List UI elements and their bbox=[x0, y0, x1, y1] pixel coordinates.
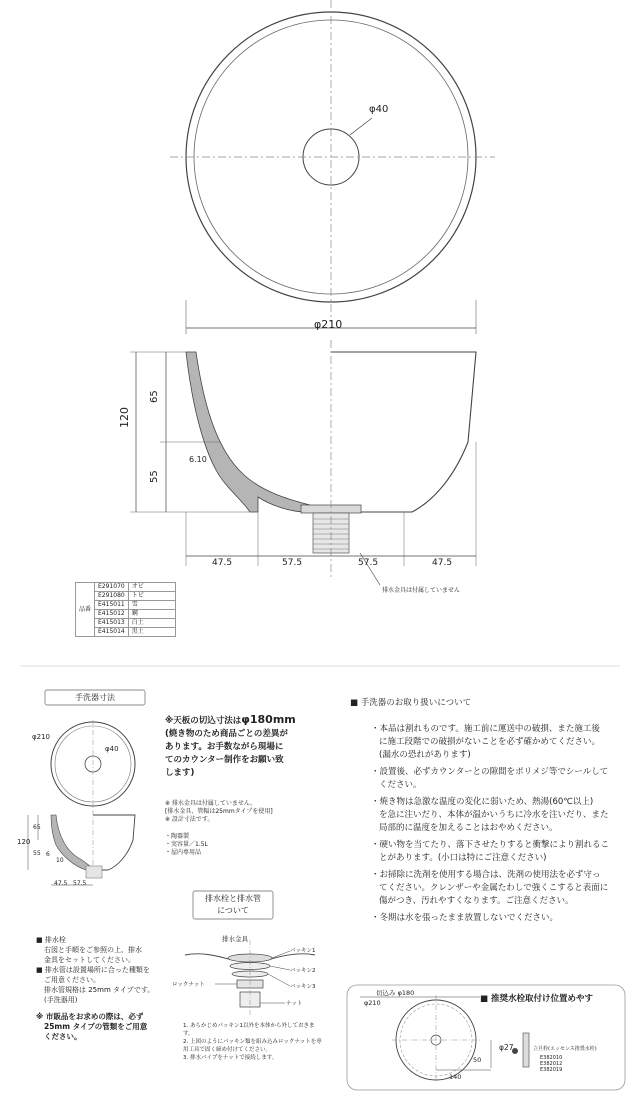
bowl-exterior-profile bbox=[331, 352, 476, 512]
locknut-label: ロックナット bbox=[172, 982, 205, 988]
faucet-dia-label: φ210 bbox=[364, 999, 381, 1007]
cut-note-line: てのカウンター制作をお願い致 bbox=[165, 755, 284, 765]
faucet-code: E382012 bbox=[540, 1061, 563, 1067]
code-cell: E415013 bbox=[95, 619, 129, 628]
name-cell: 鋼 bbox=[128, 610, 175, 619]
faucet-product-label: 立旦栓(エッセンス推奨水栓) bbox=[533, 1046, 597, 1052]
packing2-label: パッキン2 bbox=[290, 968, 316, 974]
care-line: を急に注いだり、本体が温かいうちに冷水を注いだり、また bbox=[379, 810, 609, 820]
faucet-codes bbox=[540, 1055, 562, 1073]
drain-title-line: 排水栓と排水管 bbox=[205, 894, 261, 903]
drain-step: 1. あらかじめパッキン1以外を本体から外しておきます。 bbox=[183, 1023, 315, 1037]
faucet-code: E382010 bbox=[540, 1055, 563, 1061]
spec-list bbox=[165, 833, 208, 857]
spec-item: ・陶器製 bbox=[165, 833, 190, 840]
top-view bbox=[170, 0, 495, 334]
accessory-note bbox=[165, 800, 335, 824]
height-55-label: 55 bbox=[149, 470, 160, 483]
mini-w2: 57.5 bbox=[73, 880, 87, 887]
left-note-line: ■ 排水管は設置場所に合った種類を bbox=[36, 966, 150, 974]
phi40-label: φ40 bbox=[369, 104, 389, 115]
left-note-line: 金具をセットしてください。 bbox=[44, 956, 135, 964]
name-cell: 黒土 bbox=[128, 628, 175, 637]
packing1-label: パッキン1 bbox=[290, 948, 316, 954]
faucet-cut-label: 切込み φ180 bbox=[376, 989, 415, 997]
drain-step: 2. 上図のようにパッキン類を組み込みロックナットを専用工具で固く締め付けてください。 bbox=[183, 1039, 322, 1053]
care-line: てください。クレンザーや金属たわしで強くこすると表面に bbox=[379, 883, 609, 893]
left-note-line: 右図と手順をご参照の上、排水 bbox=[44, 946, 142, 954]
width-label-4: 47.5 bbox=[432, 558, 453, 568]
care-line: ・お掃除に洗剤を使用する場合は、洗剤の使用法を必ず守っ bbox=[371, 870, 601, 880]
care-line: ・設置後、必ずカウンターとの隙間をポリメジ等でシールして bbox=[371, 767, 609, 777]
market-note-line: ください。 bbox=[44, 1032, 82, 1041]
packing3-label: パッキン3 bbox=[290, 984, 316, 990]
width-label-1: 47.5 bbox=[212, 558, 233, 568]
cut-note-line: (焼き物のため商品ごとの差異が bbox=[165, 729, 288, 739]
care-line: ・焼き物は急激な温度の変化に弱いため、熱湯(60℃以上) bbox=[371, 797, 594, 807]
faucet-50-label: 50 bbox=[473, 1056, 482, 1064]
bowl-wall-section bbox=[186, 352, 310, 512]
left-notes bbox=[36, 935, 176, 1005]
care-line: 傷がつき、汚れやすくなります。ご注意ください。 bbox=[379, 896, 574, 906]
code-cell: E291070 bbox=[95, 583, 129, 592]
care-line: に施工段階での破損がないことを必ず確かめてください。 bbox=[379, 737, 601, 747]
accessory-line: [排水金具、管幅は25mmタイプを使用] bbox=[165, 808, 273, 815]
care-line: 局部的に温度を加えることはおやめください。 bbox=[379, 823, 558, 833]
drain-title bbox=[193, 893, 273, 917]
product-code-table bbox=[75, 582, 176, 637]
faucet-code: E382019 bbox=[540, 1067, 563, 1073]
mini-h55: 55 bbox=[33, 850, 41, 857]
market-note-line: 25mm タイプの管類をご用意 bbox=[44, 1022, 148, 1031]
name-cell: トビ bbox=[128, 592, 175, 601]
care-list bbox=[371, 723, 631, 925]
care-line: ください。 bbox=[379, 780, 422, 790]
drain-not-included-note: 排水金具は付属していません bbox=[382, 587, 461, 594]
leader-phi40 bbox=[350, 118, 372, 135]
cut-size-note bbox=[165, 713, 335, 780]
market-note-line: ※ 市販品をお求めの際は、必ず bbox=[36, 1012, 144, 1021]
height-65-label: 65 bbox=[149, 390, 160, 403]
code-cell: E291080 bbox=[95, 592, 129, 601]
left-note-line: ■ 排水栓 bbox=[36, 936, 66, 944]
spec-item: ・実容量／1.5L bbox=[165, 841, 208, 848]
accessory-line: ※ 設計寸法です。 bbox=[165, 816, 214, 823]
mini-dia-outer: φ210 bbox=[32, 733, 50, 741]
left-note-line: (手洗器用) bbox=[44, 996, 78, 1004]
care-line: ・冬期は水を張ったまま放置しないでください。 bbox=[371, 913, 559, 923]
name-cell: 雪 bbox=[128, 601, 175, 610]
drain-diagram-title: 排水金具 bbox=[222, 935, 248, 943]
cut-note-line: します) bbox=[165, 768, 195, 778]
mini-h65: 65 bbox=[33, 824, 41, 831]
care-title: ■ 手洗器のお取り扱いについて bbox=[350, 698, 472, 708]
faucet-140-label: 140 bbox=[449, 1073, 462, 1081]
wall-note-label: 6.10 bbox=[189, 455, 207, 464]
care-line: ・硬い物を当てたり、落下させたりすると衝撃により割れるこ bbox=[371, 840, 610, 850]
name-cell: オビ bbox=[128, 583, 175, 592]
code-cell: E415014 bbox=[95, 628, 129, 637]
mini-dia-inner: φ40 bbox=[105, 745, 119, 753]
left-note-line: 排水管規格は 25mm タイプです。 bbox=[44, 986, 155, 994]
care-line: とがあります。(小口は特にご注意ください) bbox=[379, 853, 547, 863]
height-120-label: 120 bbox=[118, 407, 131, 428]
side-view bbox=[130, 340, 476, 585]
mini-h120: 120 bbox=[17, 838, 31, 846]
mini-w1: 47.5 bbox=[54, 880, 68, 887]
care-line: ・本品は割れものです。施工前に運送中の破損、また施工後 bbox=[371, 724, 600, 734]
cut-note-head: ※天板の切込寸法は bbox=[165, 716, 242, 726]
drain-steps bbox=[183, 1022, 323, 1062]
code-cell: E415012 bbox=[95, 610, 129, 619]
faucet-hole-label: φ27 bbox=[499, 1043, 514, 1052]
name-cell: 白土 bbox=[128, 619, 175, 628]
width-label-2: 57.5 bbox=[282, 558, 303, 568]
width-label-3: 57.5 bbox=[358, 558, 379, 568]
left-note-line: ご用意ください。 bbox=[44, 976, 100, 984]
spec-item: ・屋内専用品 bbox=[165, 849, 202, 856]
drain-step: 3. 排水パイプをナットで接続します。 bbox=[183, 1055, 278, 1061]
accessory-line: ※ 排水金具は付属していません。 bbox=[165, 800, 257, 807]
drain-title-line: について bbox=[217, 906, 249, 915]
care-line: (漏水の恐れがあります) bbox=[379, 750, 471, 760]
mini-h6: 6 bbox=[46, 851, 50, 858]
dimensions-box-title: 手洗器寸法 bbox=[75, 693, 115, 702]
mini-h10: 10 bbox=[56, 857, 64, 864]
faucet-title: ■ 推奨水栓取付け位置めやす bbox=[480, 994, 593, 1004]
cut-note-size: φ180mm bbox=[241, 713, 296, 726]
phi210-label: φ210 bbox=[314, 318, 343, 331]
market-note bbox=[36, 1012, 181, 1042]
code-cell: E415011 bbox=[95, 601, 129, 610]
cut-note-line: あります。お手数ながら現場に bbox=[165, 742, 284, 752]
nut-label: ナット bbox=[286, 1001, 303, 1007]
table-label: 品番 bbox=[76, 583, 95, 637]
